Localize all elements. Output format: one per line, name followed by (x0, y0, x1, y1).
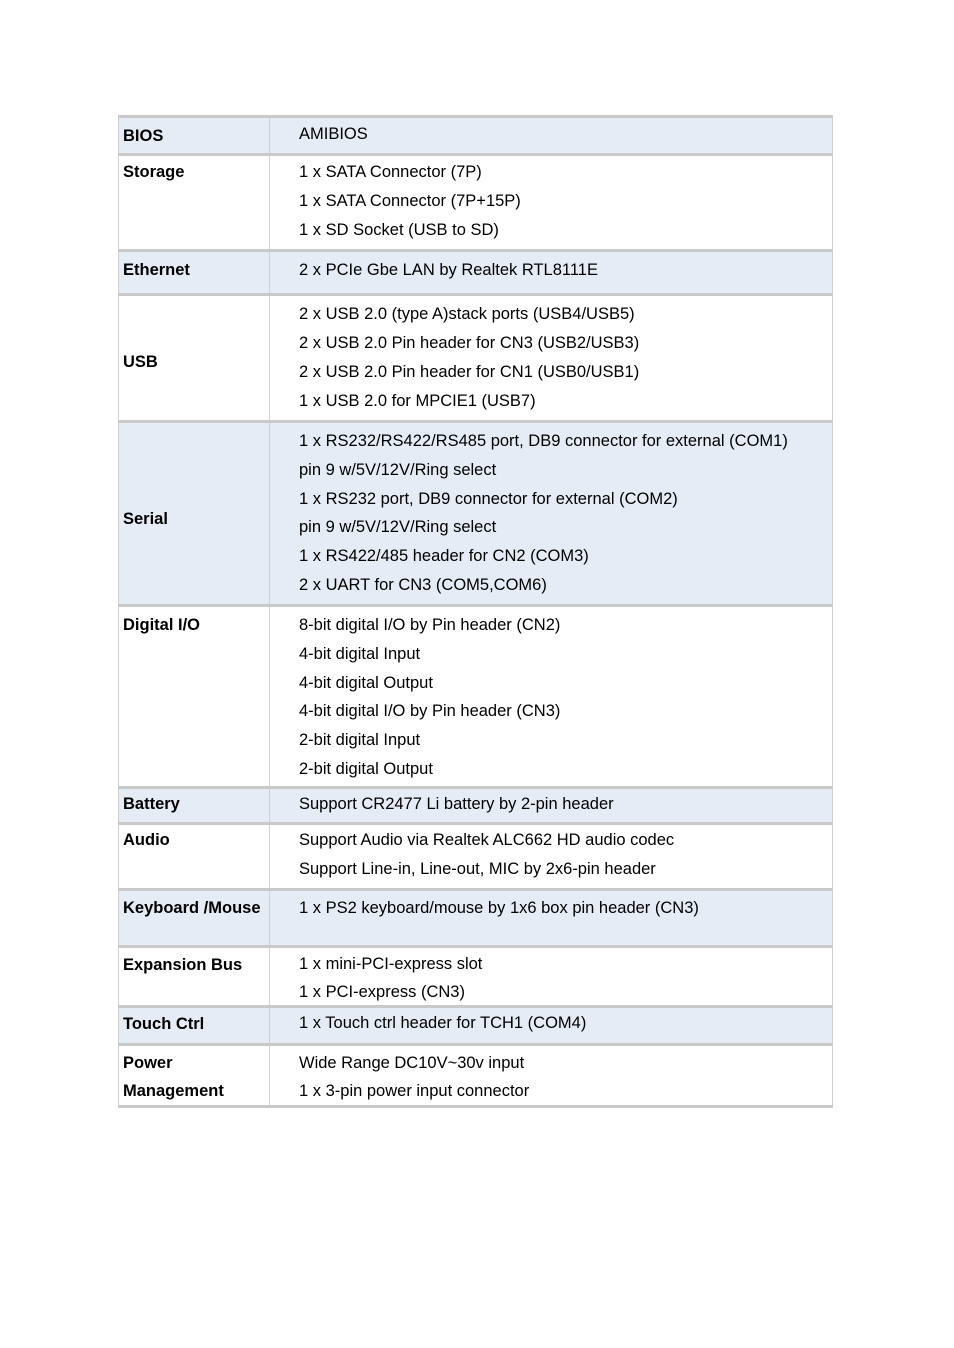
row-value-cell (270, 890, 833, 947)
spec-table (118, 115, 833, 1108)
row-value-cell (270, 824, 833, 890)
row-label: Serial (123, 510, 168, 528)
row-label: Digital I/O (123, 616, 201, 634)
row-label: Ethernet (123, 261, 190, 279)
row-value-cell (270, 117, 833, 155)
row-label-cell (119, 1045, 270, 1107)
value-line: 1 x SATA Connector (7P) (299, 163, 482, 181)
value-line: 1 x RS232/RS422/RS485 port, DB9 connector for external (COM1) (299, 432, 788, 450)
value-line: Support Line-in, Line-out, MIC by 2x6-pin header (299, 860, 656, 878)
table-row-ethernet (119, 251, 833, 295)
table-row-expansion-bus (119, 947, 833, 1007)
row-value-cell (270, 788, 833, 824)
row-label-cell (119, 824, 270, 890)
value-line: 4-bit digital Input (299, 644, 421, 663)
value-line: Support CR2477 Li battery by 2-pin header (299, 795, 614, 813)
value-line: 4-bit digital I/O by Pin header (CN3) (299, 702, 561, 721)
value-line: Wide Range DC10V~30v input (299, 1054, 525, 1072)
value-line: 1 x PCI-express (CN3) (299, 983, 465, 1001)
value-line: 2-bit digital Output (299, 759, 433, 778)
row-value-cell (270, 606, 833, 788)
value-line: pin 9 w/5V/12V/Ring select (299, 518, 497, 537)
value-line: AMIBIOS (299, 125, 368, 143)
table-row-storage (119, 155, 833, 251)
value-line: 2 x USB 2.0 Pin header for CN3 (USB2/USB3) (299, 334, 640, 352)
row-label: Expansion Bus (123, 956, 243, 974)
value-line: pin 9 w/5V/12V/Ring select (299, 460, 497, 479)
value-line: 4-bit digital Output (299, 673, 433, 692)
table-row-audio (119, 824, 833, 890)
value-line: 2 x USB 2.0 (type A)stack ports (USB4/USB5) (299, 305, 635, 323)
row-label: Audio (123, 831, 170, 849)
table-row-battery (119, 788, 833, 824)
row-label-cell (119, 890, 270, 947)
table-row-keyboard-mouse (119, 890, 833, 947)
value-line: 1 x 3-pin power input connector (299, 1082, 530, 1100)
row-label: Touch Ctrl (123, 1015, 205, 1033)
row-label-cell (119, 295, 270, 422)
table-row-usb (119, 295, 833, 422)
row-label-cell (119, 251, 270, 295)
table-row-digital-io (119, 606, 833, 788)
table-row-serial (119, 422, 833, 606)
row-label-line: Power (123, 1054, 173, 1072)
row-value-cell (270, 155, 833, 251)
row-value-cell (270, 1045, 833, 1107)
value-line: 2 x USB 2.0 Pin header for CN1 (USB0/USB1) (299, 363, 640, 381)
row-value-cell (270, 1007, 833, 1045)
row-label: BIOS (123, 127, 164, 145)
table-row-power-management (119, 1045, 833, 1107)
row-label-cell (119, 947, 270, 1007)
row-value-cell (270, 422, 833, 606)
value-line: 2 x PCIe Gbe LAN by Realtek RTL8111E (299, 261, 598, 279)
row-value-cell (270, 947, 833, 1007)
value-line: 1 x PS2 keyboard/mouse by 1x6 box pin header (CN3) (299, 899, 699, 917)
value-line: 1 x SD Socket (USB to SD) (299, 221, 499, 239)
row-label: Battery (123, 795, 180, 813)
row-value-cell (270, 251, 833, 295)
value-line: 1 x USB 2.0 for MPCIE1 (USB7) (299, 392, 536, 410)
value-line: 1 x mini-PCI-express slot (299, 955, 483, 973)
value-line: 1 x RS422/485 header for CN2 (COM3) (299, 547, 589, 566)
table-row-touch-ctrl (119, 1007, 833, 1045)
value-line: 1 x SATA Connector (7P+15P) (299, 192, 521, 210)
row-label-cell (119, 155, 270, 251)
row-label-cell (119, 117, 270, 155)
row-label-cell (119, 1007, 270, 1045)
value-line: 2-bit digital Input (299, 731, 421, 750)
row-label-cell (119, 788, 270, 824)
row-label: USB (123, 352, 158, 371)
value-line: 2 x UART for CN3 (COM5,COM6) (299, 575, 547, 594)
row-label-cell (119, 606, 270, 788)
value-line: 8-bit digital I/O by Pin header (CN2) (299, 616, 561, 634)
value-line: Support Audio via Realtek ALC662 HD audio codec (299, 831, 675, 849)
table-row-bios (119, 117, 833, 155)
row-label: Storage (123, 163, 185, 181)
row-label-cell (119, 422, 270, 606)
value-line: 1 x RS232 port, DB9 connector for external (COM2) (299, 489, 678, 508)
row-label: Keyboard /Mouse (123, 899, 261, 917)
row-value-cell (270, 295, 833, 422)
row-label-line: Management (123, 1082, 224, 1100)
value-line: 1 x Touch ctrl header for TCH1 (COM4) (299, 1014, 587, 1032)
